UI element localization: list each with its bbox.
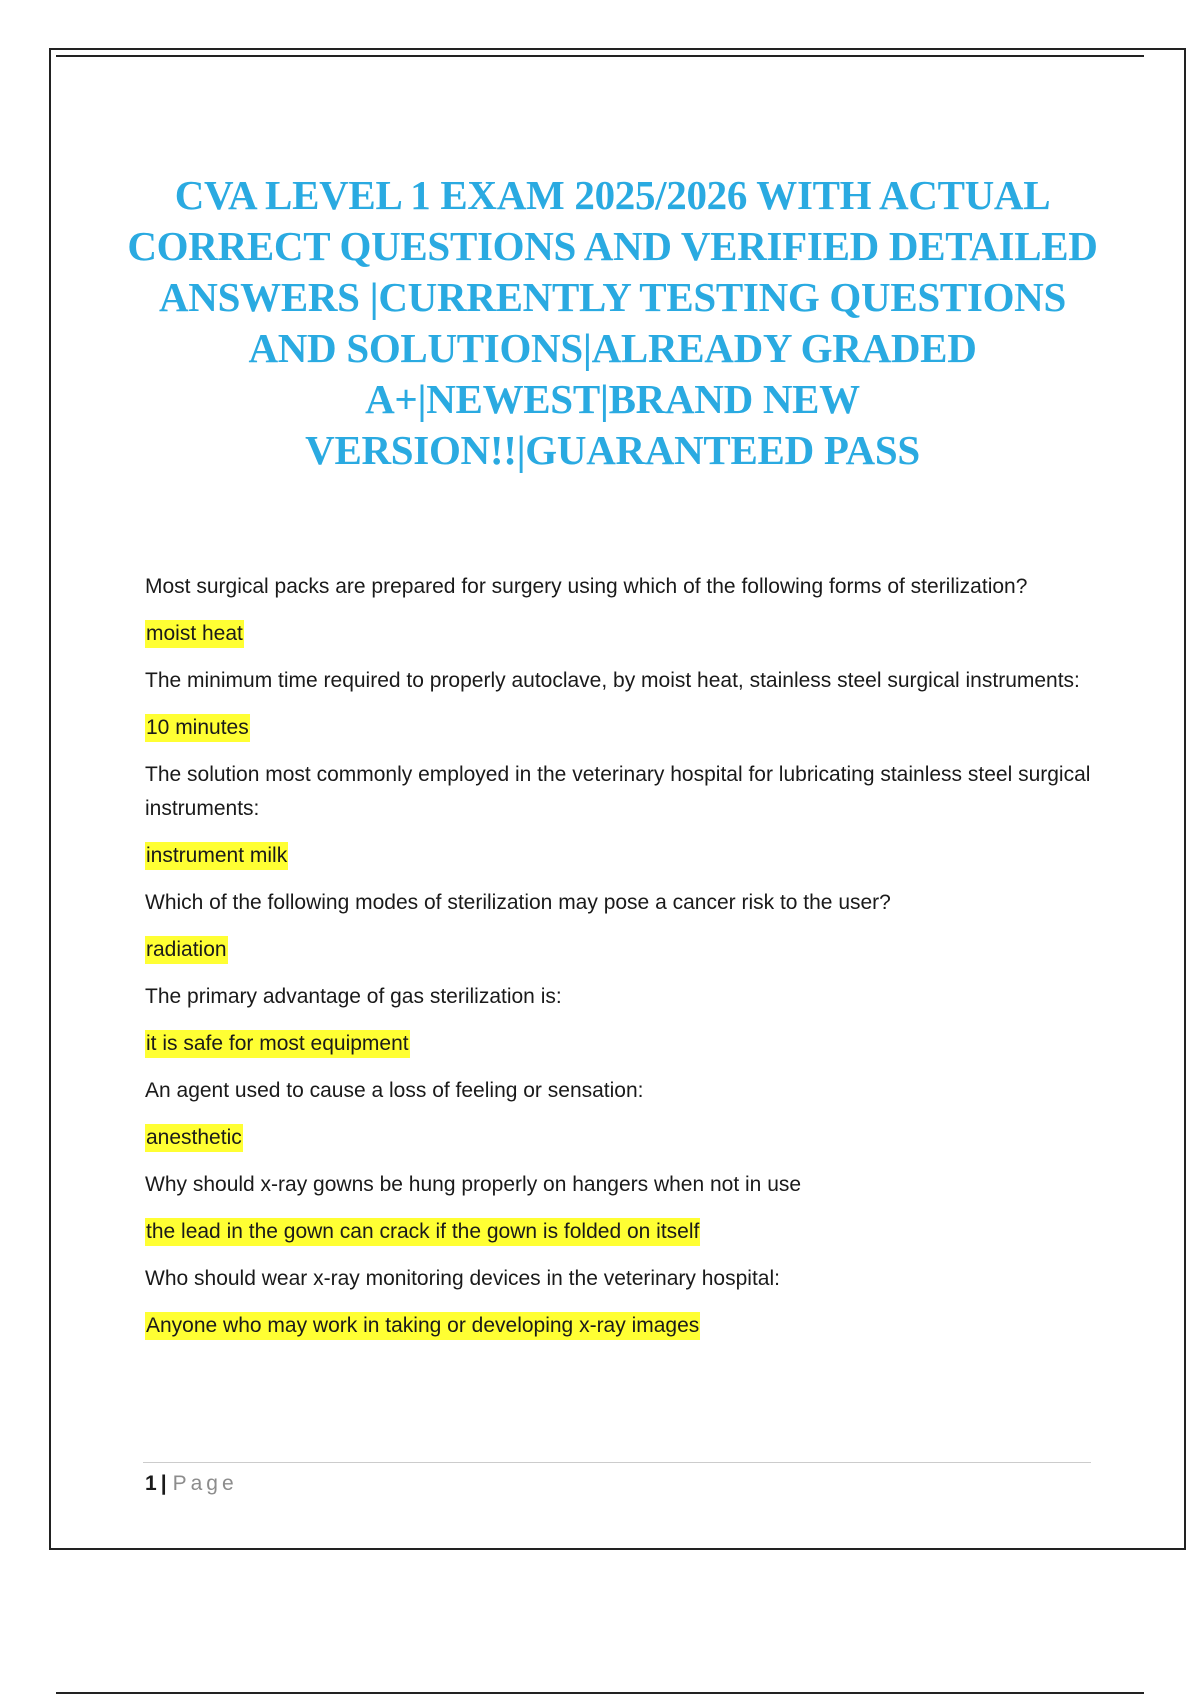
qa-item — [145, 1074, 1095, 1168]
answer-highlight: it is safe for most equipment — [145, 1030, 410, 1058]
question: The minimum time required to properly autoclave, by moist heat, stainless steel surgical instruments: — [145, 669, 1080, 692]
qa-list — [145, 570, 1095, 1340]
page-label: Page — [172, 1472, 238, 1495]
question: An agent used to cause a loss of feeling or sensation: — [145, 1079, 644, 1102]
question: The primary advantage of gas sterilization is: — [145, 985, 562, 1008]
qa-item — [145, 570, 1095, 664]
answer-highlight: radiation — [145, 936, 228, 964]
footer-rule — [143, 1462, 1091, 1463]
qa-item — [145, 886, 1095, 980]
answer-highlight: moist heat — [145, 620, 244, 648]
page-footer — [145, 1470, 238, 1498]
qa-item — [145, 664, 1095, 758]
answer-highlight: Anyone who may work in taking or developing x-ray images — [145, 1312, 700, 1340]
question: Most surgical packs are prepared for surgery using which of the following forms of sterilization? — [145, 575, 1028, 598]
bottom-rule — [56, 1692, 1144, 1694]
answer-highlight: 10 minutes — [145, 714, 250, 742]
top-rule — [56, 55, 1144, 57]
question: Who should wear x-ray monitoring devices in the veterinary hospital: — [145, 1267, 780, 1290]
answer-highlight: anesthetic — [145, 1124, 243, 1152]
question: Why should x-ray gowns be hung properly on hangers when not in use — [145, 1173, 802, 1196]
page-separator: | — [160, 1472, 167, 1495]
answer-highlight: instrument milk — [145, 842, 288, 870]
question: Which of the following modes of sterilization may pose a cancer risk to the user? — [145, 891, 891, 914]
page-number: 1 — [145, 1472, 157, 1495]
qa-item — [145, 1262, 1095, 1340]
qa-item — [145, 1168, 1095, 1262]
question: The solution most commonly employed in the veterinary hospital for lubricating stainless steel surgical instruments: — [145, 763, 1091, 820]
qa-item — [145, 758, 1095, 886]
answer-highlight: the lead in the gown can crack if the gown is folded on itself — [145, 1218, 700, 1246]
qa-item — [145, 980, 1095, 1074]
document-title: CVA LEVEL 1 EXAM 2025/2026 WITH ACTUAL CORRECT QUESTIONS AND VERIFIED DETAILED ANSWERS |CURRENTLY TESTING QUESTIONS AND SOLUTIONS|ALREADY GRADED A+|NEWEST|BRAND NEW VERSION!!|GUARANTEED PASS — [127, 172, 1098, 473]
